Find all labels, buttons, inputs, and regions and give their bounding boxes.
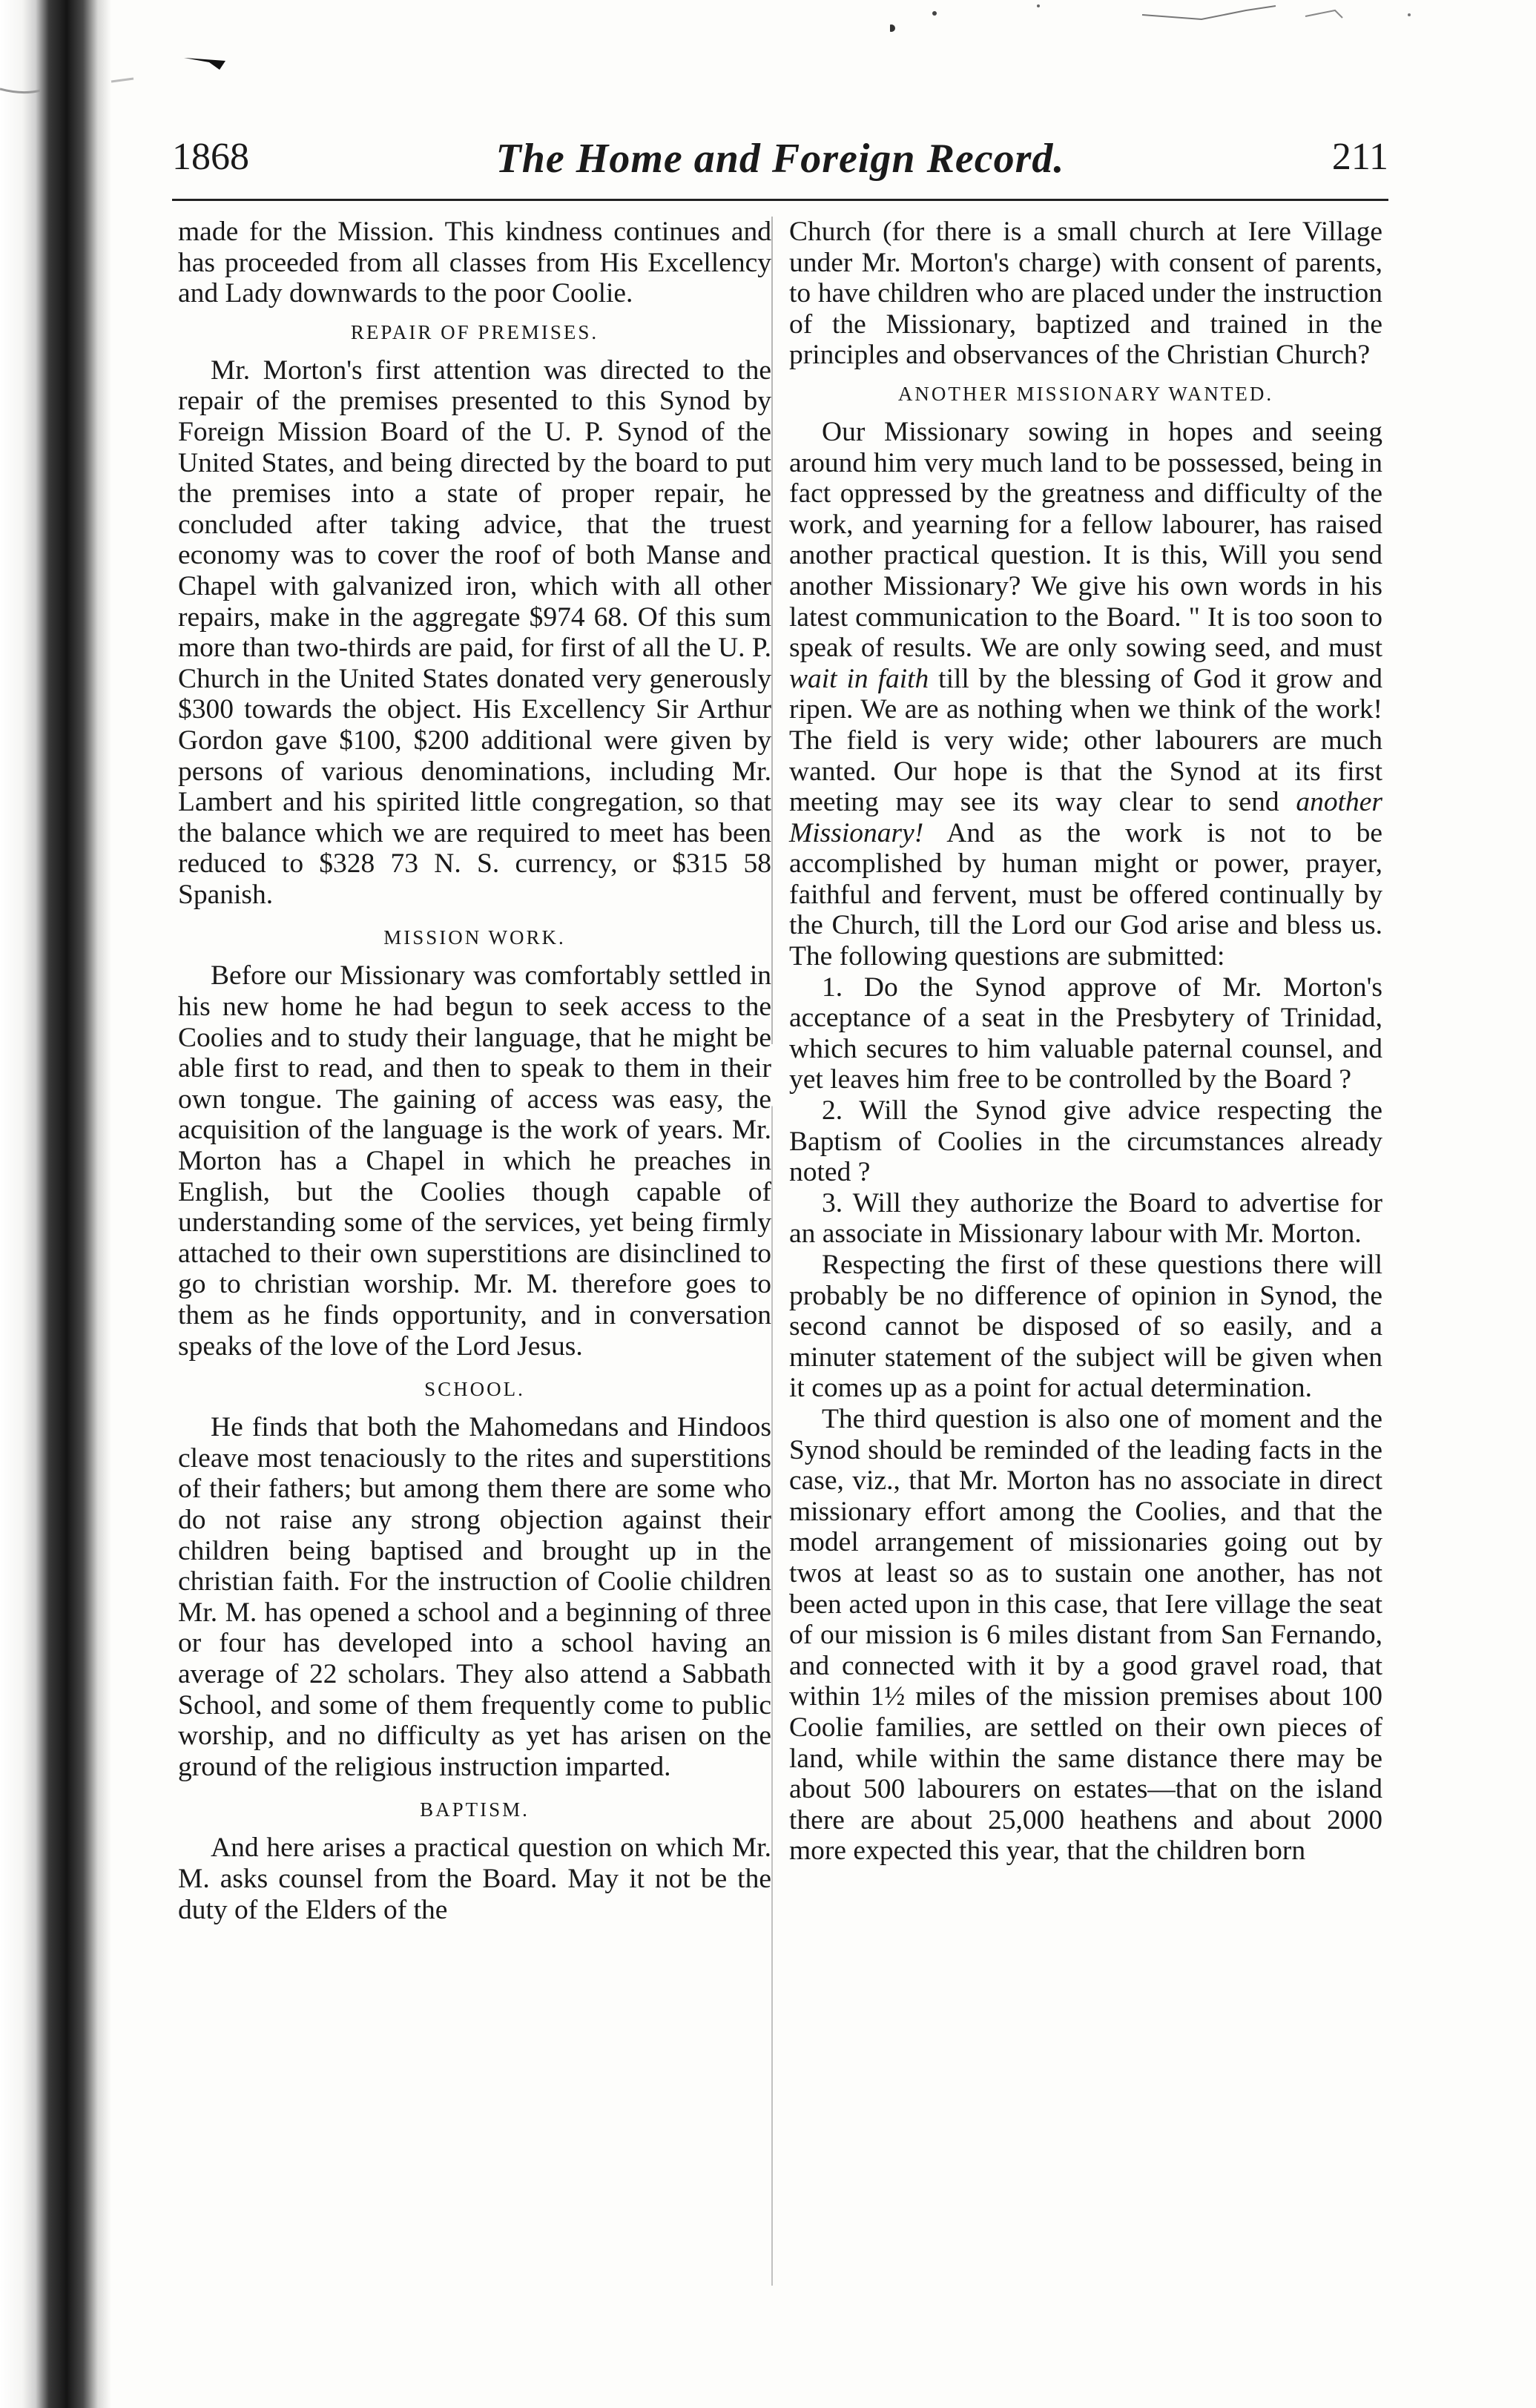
paragraph-third-question: The third question is also one of moment and the Synod should be reminded of the leading facts in the case, viz., that Mr. Morton has no associate in direct missionary effort among the Coolies, and that the model arrangement of missionaries going out by twos at least so as to sustain one another, has not been acted upon in this case, that Iere village the seat of our mission is 6 miles distant from San Fernando, and connected with it by a good gravel road, that within 1½ miles of the mission premises about 100 Coolie families, are settled on their own pieces of land, while within the same distance there may be about 500 labourers on estates—that on the island there are about 25,000 heathens and about 2000 more expected this year, that the children born	[789, 1403, 1382, 1867]
question-3: 3. Will they authorize the Board to advertise for an associate in Missionary labour with Mr. Morton.	[789, 1187, 1382, 1250]
text-segment: And as the work is not to be accomplished by human might or power, prayer, faithful and fervent, must be offered continually by the Church, till the Lord our God arise and bless us. The following questions are submitted:	[789, 817, 1382, 972]
scan-specks	[890, 0, 1535, 44]
paragraph-school: He finds that both the Mahomedans and Hindoos cleave most tenaciously to the rites and superstitions of their fathers; but among them there are some who do not raise any strong objection against their children being baptised and brought up in the christian faith. For the instruction of Coolie children Mr. M. has opened a school and a beginning of three or four has developed into a school having an average of 22 scholars. They also attend a Sabbath School, and some of them frequently come to public worship, and no difficulty as yet has arisen on the ground of the religious instruction imparted.	[178, 1412, 771, 1782]
column-divider	[771, 217, 773, 2286]
header-title: The Home and Foreign Record.	[495, 136, 1065, 182]
heading-another-missionary: ANOTHER MISSIONARY WANTED.	[897, 382, 1274, 405]
paragraph-continuation: made for the Mission. This kindness continues and has proceeded from all classes from His Excellency and Lady downwards to the poor Coolie.	[178, 217, 771, 309]
edge-scribble	[0, 74, 148, 104]
paragraph-repair: Mr. Morton's first attention was directed to the repair of the premises presented to this Synod by Foreign Mission Board of the U. P. Synod of the United States, and being directed by the board to put the premises into a state of proper repair, he concluded after taking advice, that the truest economy was to cover the roof of both Manse and Chapel with galvanized iron, which with all other repairs, make in the aggregate $974 68. Of this sum more than two-thirds are paid, for first of all the U. P. Church in the United States donated very generously $300 towards the object. His Excellency Sir Arthur Gordon gave $100, $200 additional were given by persons of various denominations, including Mr. Lambert and his spirited little congregation, so that the balance which we are required to meet has been reduced to $328 73 N. S. currency, or $315 58 Spanish.	[178, 354, 771, 910]
question-2: 2. Will the Synod give advice respecting the Baptism of Coolies in the circumstances already noted ?	[789, 1095, 1382, 1188]
heading-repair-of-premises: REPAIR OF PREMISES.	[350, 320, 599, 343]
left-column	[178, 217, 771, 1925]
right-column	[789, 217, 1382, 1867]
paragraph-another-missionary	[789, 417, 1382, 972]
paragraph-mission-work: Before our Missionary was comfortably settled in his new home he had begun to seek access to the Coolies and to study their language, that he might be able first to read, and then to speak to them in their own tongue. The gaining of access was easy, the acquisition of the language is the work of years. Mr. Morton has a Chapel in which he preaches in English, but the Coolies though capable of understanding some of the services, yet being firmly attached to their own superstitions are disinclined to go to christian worship. Mr. M. therefore goes to them as he finds opportunity, and in conversation speaks of the love of the Lord Jesus.	[178, 960, 771, 1362]
paragraph-church: Church (for there is a small church at Iere Village under Mr. Morton's charge) with consent of parents, to have children who are placed under the instruction of the Missionary, baptized and trained in the principles and observances of the Christian Church?	[789, 217, 1382, 371]
question-1: 1. Do the Synod approve of Mr. Morton's acceptance of a seat in the Presbytery of Trinidad, which secures to him valuable paternal counsel, and yet leaves him free to be controlled by the Board ?	[789, 972, 1382, 1095]
heading-mission-work: MISSION WORK.	[383, 926, 566, 949]
paragraph-respecting: Respecting the first of these questions there will probably be no difference of opinion in Synod, the second cannot be disposed of so easily, and a minuter statement of the subject will be given when it comes up as a point for actual determination.	[789, 1250, 1382, 1404]
text-segment: Our Missionary sowing in hopes and seeing around him very much land to be possessed, being in fact oppressed by the greatness and difficulty of the work, and yearning for a fellow labourer, has raised another practical question. It is this, Will you send another Missionary? We give his own words in his latest communication to the Board. " It is too soon to speak of results. We are only sowing seed, and must	[789, 416, 1382, 664]
paragraph-baptism: And here arises a practical question on which Mr. M. asks counsel from the Board. May it not be the duty of the Elders of the	[178, 1833, 771, 1925]
header-year: 1868	[172, 136, 249, 178]
page-number: 211	[1331, 136, 1388, 178]
emphasis-another-missionary: another Missionary!	[789, 787, 1382, 848]
running-header	[172, 135, 1388, 202]
book-binding-edge	[0, 0, 111, 2408]
header-rule	[172, 199, 1388, 201]
ink-mark	[181, 44, 240, 74]
heading-school: SCHOOL.	[424, 1378, 525, 1401]
heading-baptism: BAPTISM.	[420, 1798, 530, 1821]
emphasis-wait-in-faith: wait in faith	[789, 663, 929, 694]
text-segment: till by the blessing of God it grow and ripen. We are as nothing when we think of the work! The field is very wide; other labourers are much wanted. Our hope is that the Synod at its first meeting may see its way clear to send	[789, 663, 1382, 818]
